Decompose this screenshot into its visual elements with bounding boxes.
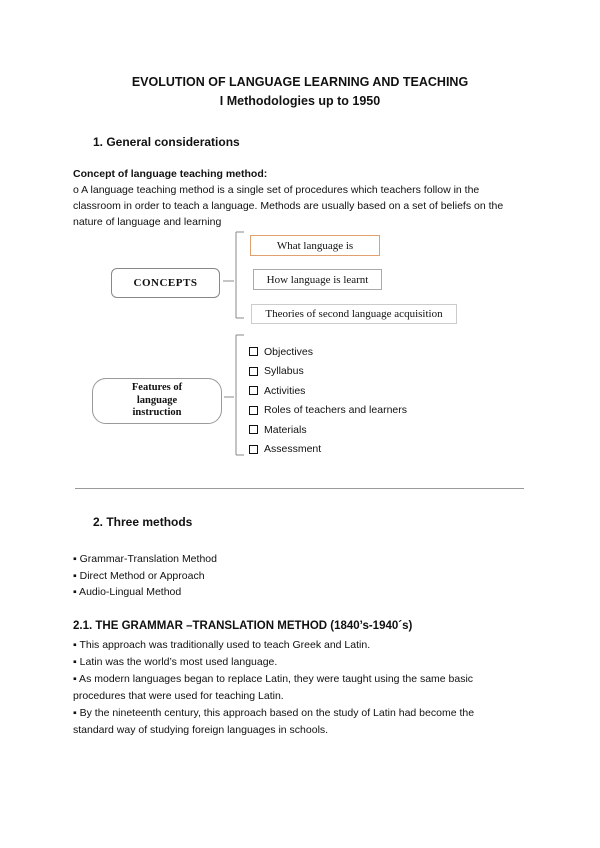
feature-item: Objectives — [249, 342, 407, 362]
concept-heading: Concept of language teaching method: — [73, 168, 268, 180]
feature-item: Syllabus — [249, 362, 407, 382]
list-item: ▪ Direct Method or Approach — [73, 569, 205, 582]
checkbox-icon — [249, 406, 258, 415]
section1-heading: 1. General considerations — [93, 135, 240, 149]
methods-list — [73, 551, 217, 601]
concepts-label: CONCEPTS — [133, 277, 198, 289]
checkbox-icon — [249, 445, 258, 454]
list-item: ▪ Grammar-Translation Method — [73, 553, 217, 565]
concept-line-1: o A language teaching method is a single set of procedures which teachers follow in the — [73, 184, 480, 196]
section21-line-2: ▪ Latin was the world’s most used language. — [73, 656, 278, 668]
concept-item-2-label: How language is learnt — [266, 273, 369, 286]
features-label-line-2: language — [136, 394, 178, 406]
concept-line-2: classroom in order to teach a language. Methods are usually based on a set of beliefs on the — [73, 200, 504, 212]
feature-item: Materials — [249, 420, 407, 440]
concept-line-3: nature of language and learning — [73, 216, 222, 228]
document-subtitle: I Methodologies up to 1950 — [219, 94, 381, 108]
section21-line-6: standard way of studying foreign languages in schools. — [73, 724, 329, 736]
concept-item-2 — [253, 269, 382, 290]
section21-line-5: ▪ By the nineteenth century, this approach based on the study of Latin had become the — [73, 707, 475, 719]
section2-heading: 2. Three methods — [93, 515, 193, 529]
checkbox-icon — [249, 367, 258, 376]
list-item: ▪ Audio-Lingual Method — [73, 586, 182, 598]
features-label-line-3: instruction — [132, 407, 182, 419]
concepts-box — [111, 268, 220, 298]
section21-line-4: procedures that were used for teaching Latin. — [73, 690, 284, 702]
section21-line-3: ▪ As modern languages began to replace Latin, they were taught using the same basic — [73, 673, 474, 685]
concept-item-1 — [250, 235, 380, 256]
checkbox-icon — [249, 347, 258, 356]
document-title: EVOLUTION OF LANGUAGE LEARNING AND TEACHING — [131, 75, 469, 89]
section-divider — [75, 488, 524, 489]
concept-item-3-label: Theories of second language acquisition — [265, 308, 443, 320]
checkbox-icon — [249, 386, 258, 395]
checkbox-icon — [249, 425, 258, 434]
section21-line-1: ▪ This approach was traditionally used to teach Greek and Latin. — [73, 639, 371, 651]
features-list — [249, 342, 407, 459]
features-label-line-1: Features of — [131, 382, 183, 394]
concept-item-3 — [251, 304, 457, 324]
feature-item: Activities — [249, 381, 407, 401]
feature-item: Roles of teachers and learners — [249, 401, 407, 421]
section21-heading: 2.1. THE GRAMMAR –TRANSLATION METHOD (1840’s-1940´s) — [73, 620, 413, 632]
features-box — [92, 378, 222, 424]
feature-item: Assessment — [249, 440, 407, 460]
concept-item-1-label: What language is — [276, 239, 354, 252]
